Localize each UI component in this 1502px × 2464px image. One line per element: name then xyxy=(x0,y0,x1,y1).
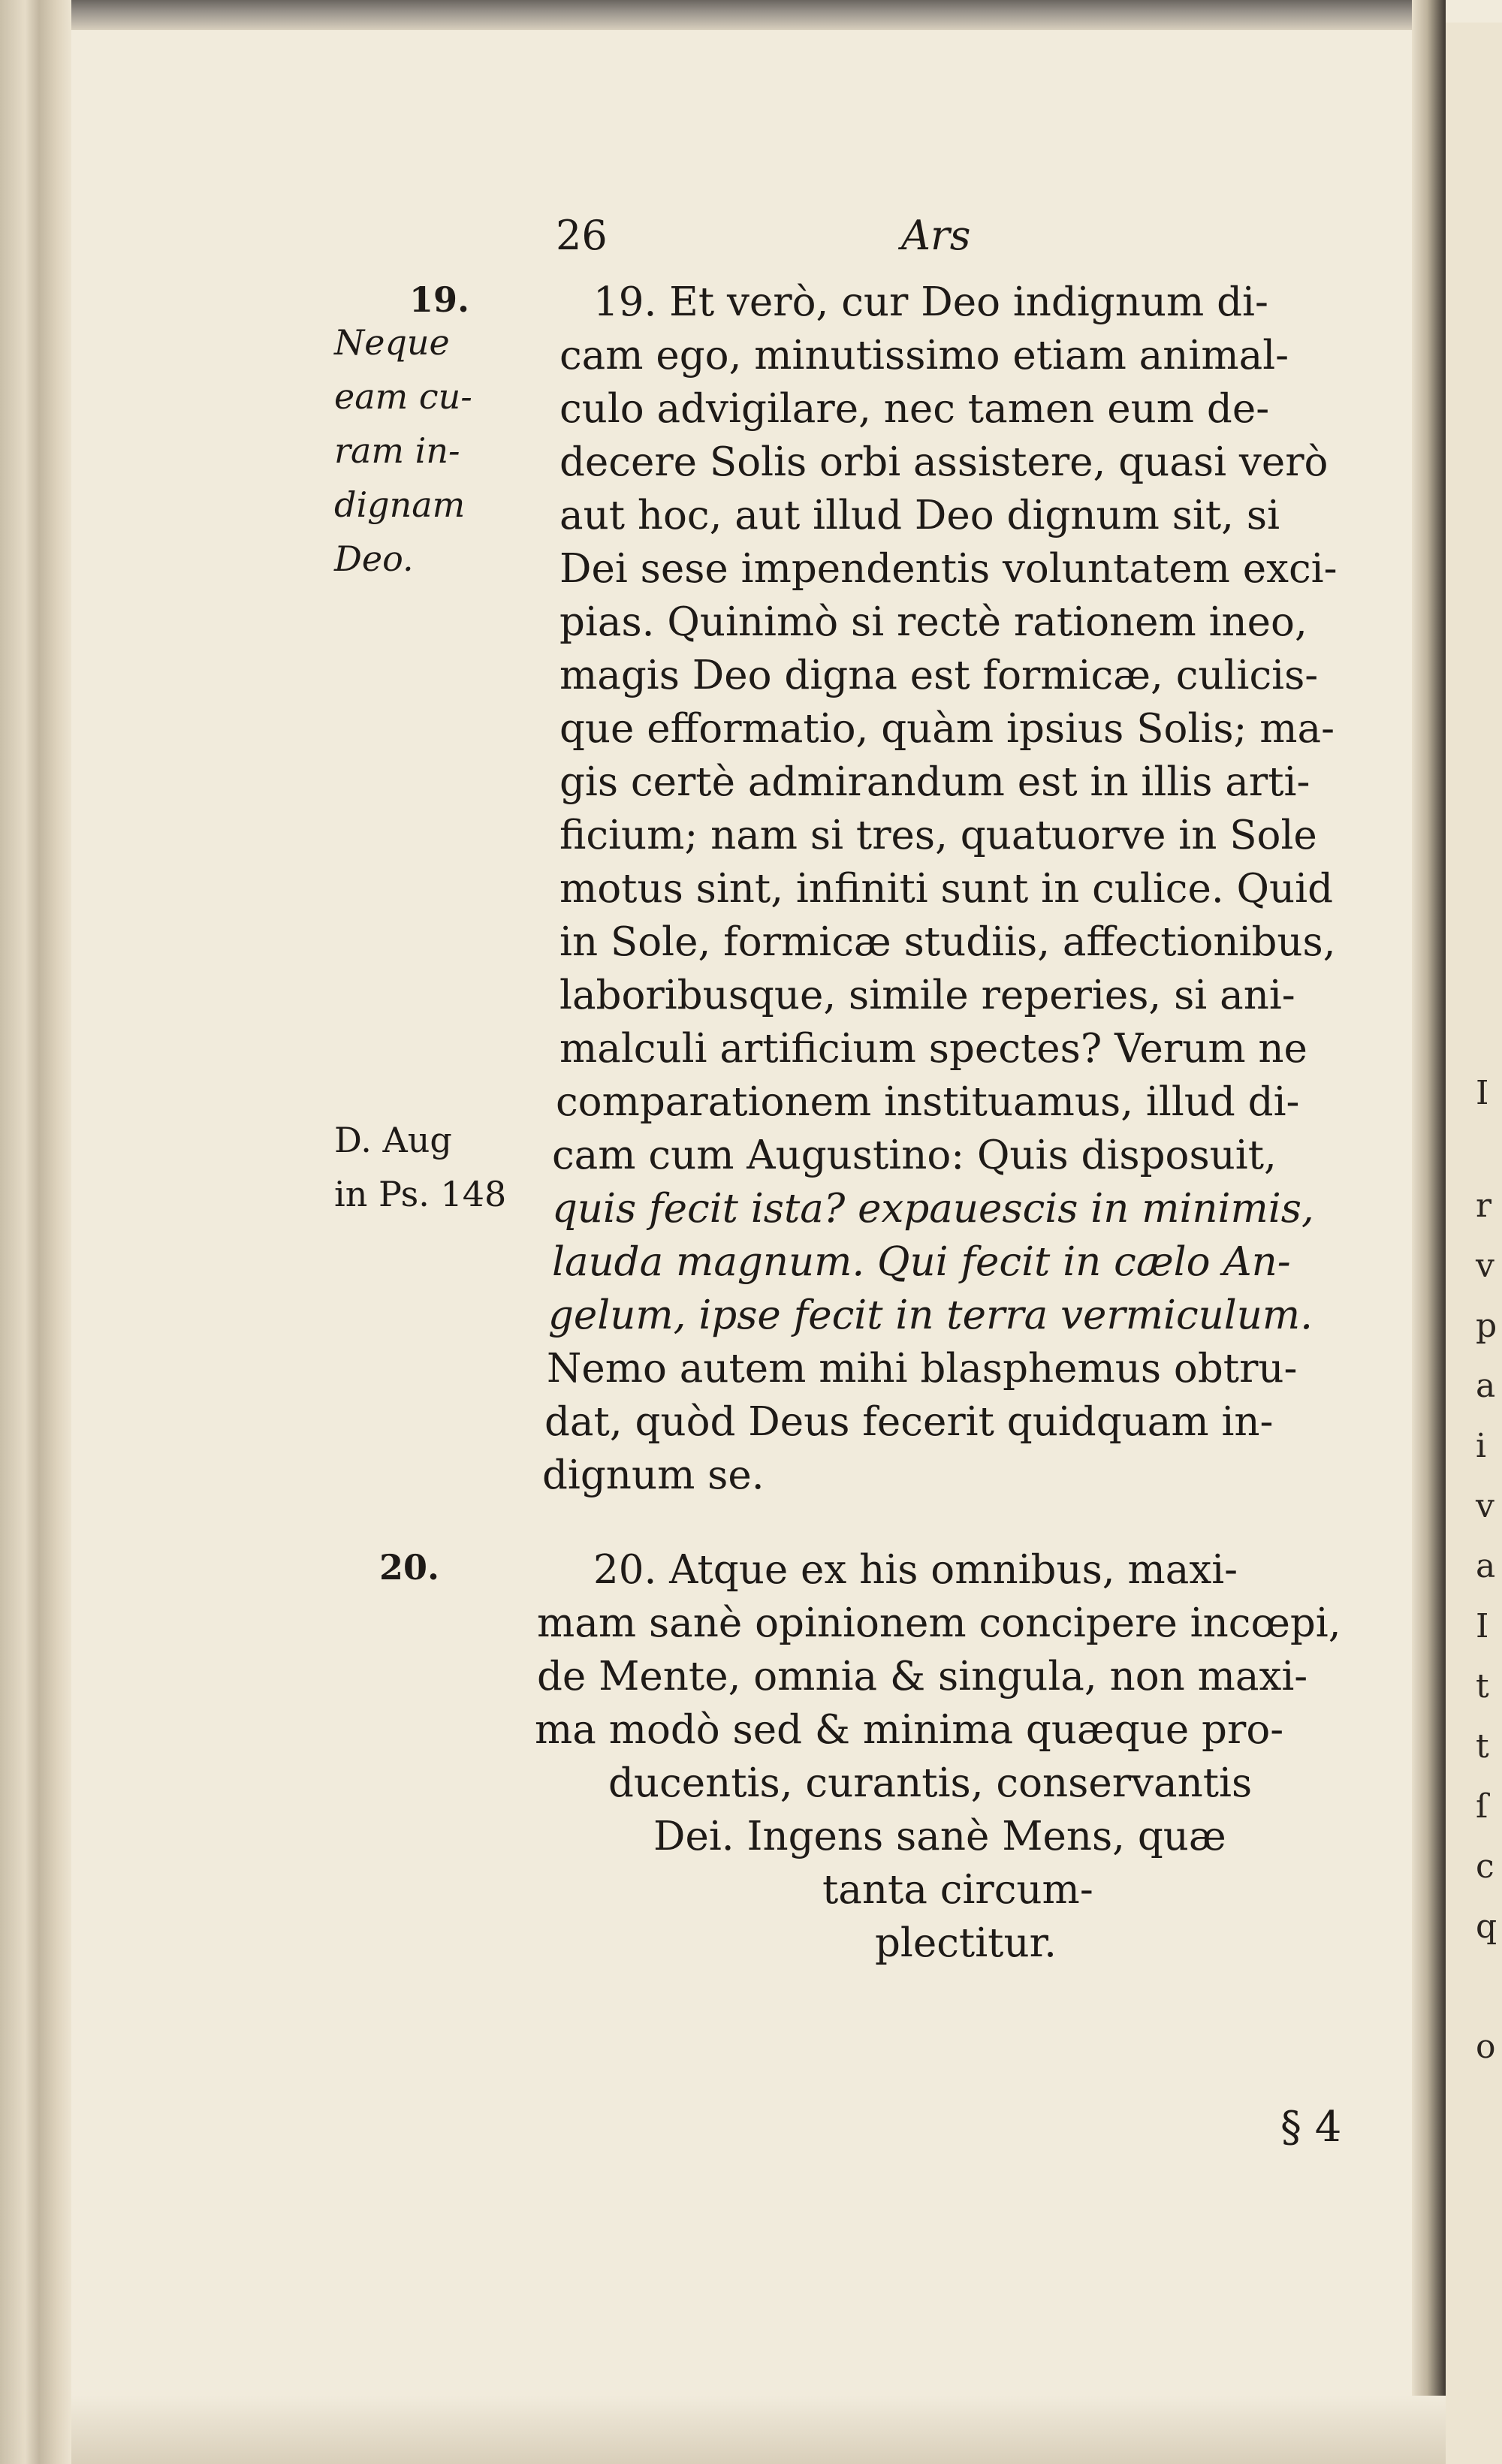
text-line: in Sole, formicæ studiis, affectionibus, xyxy=(559,919,1336,965)
text-line: motus sint, infiniti sunt in culice. Quid xyxy=(559,866,1334,912)
text-line: ficium; nam si tres, quatuorve in Sole xyxy=(559,813,1317,858)
margin-number-20: 20. xyxy=(379,1547,440,1588)
margin-note-line: D. Aug xyxy=(334,1120,452,1160)
text-line-quote: quis fecit ista? expauescis in minimis, xyxy=(552,1186,1314,1232)
text-line: Dei sese impendentis voluntatem exci- xyxy=(559,546,1338,592)
facing-page-letter: t xyxy=(1476,1667,1489,1705)
page-top-edge xyxy=(71,0,1446,30)
text-line: que efformatio, quàm ipsius Solis; ma- xyxy=(559,706,1335,752)
page-number: 26 xyxy=(556,212,608,259)
text-line: de Mente, omnia & singula, non maxi- xyxy=(537,1654,1308,1699)
text-line: dignum se. xyxy=(542,1452,765,1498)
facing-page-letter: i xyxy=(1476,1427,1487,1465)
text-line: tanta circum- xyxy=(822,1867,1093,1913)
facing-page-letter: r xyxy=(1476,1187,1492,1225)
facing-page-letter: t xyxy=(1476,1727,1489,1766)
facing-page-letter: I xyxy=(1476,1607,1489,1645)
text-line: Dei. Ingens sanè Mens, quæ xyxy=(653,1814,1226,1859)
page-bottom-edge xyxy=(71,2396,1446,2464)
text-line: malculi artificium spectes? Verum ne xyxy=(559,1026,1307,1072)
text-line: 19. Et verò, cur Deo indignum di- xyxy=(593,279,1268,325)
margin-note-line: eam cu- xyxy=(334,376,472,417)
facing-page-letter: a xyxy=(1476,1367,1496,1405)
running-title: Ars xyxy=(901,212,971,259)
facing-page-letter: v xyxy=(1476,1487,1494,1525)
margin-note-line: dignam xyxy=(334,484,466,525)
text-line: aut hoc, aut illud Deo dignum sit, si xyxy=(559,493,1280,538)
text-line: culo advigilare, nec tamen eum de- xyxy=(559,386,1270,432)
text-line: gis certè admirandum est in illis arti- xyxy=(559,759,1310,805)
text-line-quote: lauda magnum. Qui fecit in cælo An- xyxy=(552,1239,1291,1285)
text-line: mam sanè opinionem concipere incœpi, xyxy=(537,1600,1341,1646)
signature-mark: § 4 xyxy=(1280,2103,1342,2152)
text-line: ma modò sed & minima quæque pro- xyxy=(535,1707,1284,1753)
page-gutter-shadow xyxy=(1412,0,1446,2464)
text-line: comparationem instituamus, illud di- xyxy=(556,1079,1300,1125)
text-line: magis Deo digna est formicæ, culicis- xyxy=(559,653,1319,698)
facing-page-letter: a xyxy=(1476,1547,1496,1585)
facing-page-letter: q xyxy=(1476,1908,1497,1946)
margin-note-line: Deo. xyxy=(334,538,414,579)
text-line: cam ego, minutissimo etiam animal- xyxy=(559,333,1289,378)
text-line: dat, quòd Deus fecerit quidquam in- xyxy=(544,1399,1274,1445)
facing-page-letter: c xyxy=(1476,1847,1494,1886)
text-line: decere Solis orbi assistere, quasi verò xyxy=(559,439,1329,485)
margin-note-line: Neque xyxy=(334,322,450,363)
text-line-quote: gelum, ipse fecit in terra vermiculum. xyxy=(548,1292,1313,1338)
facing-page-letter: I xyxy=(1476,1074,1489,1112)
text-line: cam cum Augustino: Quis disposuit, xyxy=(552,1132,1277,1178)
text-line: 20. Atque ex his omnibus, maxi- xyxy=(593,1547,1238,1593)
margin-note-neque xyxy=(334,315,544,586)
text-line: plectitur. xyxy=(875,1920,1057,1966)
margin-note-augustine xyxy=(334,1113,544,1221)
text-line: pias. Quinimò si rectè rationem ineo, xyxy=(559,599,1307,645)
margin-number-19: 19. xyxy=(409,279,470,320)
text-line: Nemo autem mihi blasphemus obtru- xyxy=(547,1346,1298,1392)
facing-page-letter: v xyxy=(1476,1247,1494,1285)
facing-page-letter: o xyxy=(1476,2028,1496,2066)
facing-page-letter: p xyxy=(1476,1307,1497,1345)
text-line: laboribusque, simile reperies, si ani- xyxy=(559,973,1295,1018)
facing-page-strip xyxy=(1446,23,1502,2464)
page-binding-edge xyxy=(0,0,71,2464)
text-line: ducentis, curantis, conservantis xyxy=(608,1760,1253,1806)
margin-note-line: ram in- xyxy=(334,430,460,471)
facing-page-letter: ſ xyxy=(1476,1787,1488,1826)
margin-note-line: in Ps. 148 xyxy=(334,1174,507,1214)
